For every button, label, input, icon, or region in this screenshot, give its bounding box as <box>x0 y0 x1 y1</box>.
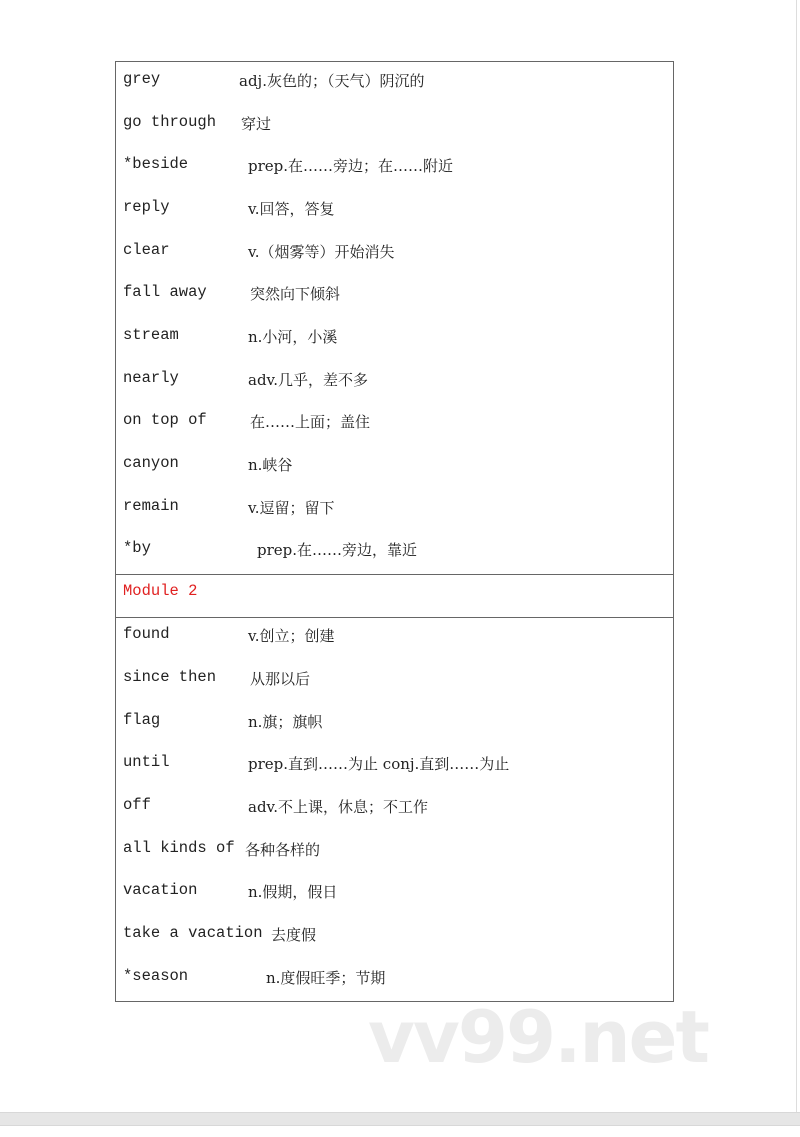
word: all kinds of <box>123 839 235 857</box>
definition: prep.在……旁边，靠近 <box>257 541 418 559</box>
definition: n.度假旺季；节期 <box>266 969 386 987</box>
page-separator-band <box>0 1112 800 1126</box>
definition: 从那以后 <box>250 670 311 688</box>
word: *by <box>123 539 151 557</box>
definition: v.逗留；留下 <box>248 499 335 517</box>
word: stream <box>123 326 179 344</box>
word: fall away <box>123 283 207 301</box>
word: canyon <box>123 454 179 472</box>
definition: 突然向下倾斜 <box>250 285 341 303</box>
word: clear <box>123 241 170 259</box>
word: nearly <box>123 369 179 387</box>
word: grey <box>123 70 161 88</box>
definition: v.（烟雾等）开始消失 <box>248 243 395 261</box>
word: until <box>123 753 170 771</box>
definition: n.假期，假日 <box>248 883 338 901</box>
definition: adv.几乎，差不多 <box>248 371 369 389</box>
definition: prep.在……旁边；在……附近 <box>248 157 454 175</box>
definition: 各种各样的 <box>245 841 321 859</box>
definition: v.创立；创建 <box>248 627 335 645</box>
word: flag <box>123 711 161 729</box>
definition: 穿过 <box>241 115 272 133</box>
word: *beside <box>123 155 189 173</box>
page-edge <box>796 0 797 1112</box>
definition: v.回答，答复 <box>248 200 335 218</box>
row-divider <box>116 574 673 575</box>
vocabulary-table <box>115 61 674 1002</box>
word: reply <box>123 198 170 216</box>
definition: prep.直到……为止 conj.直到……为止 <box>248 755 510 773</box>
definition: 在……上面；盖住 <box>250 413 371 431</box>
word: on top of <box>123 411 207 429</box>
word: *season <box>123 967 189 985</box>
definition: n.旗；旗帜 <box>248 713 323 731</box>
definition: n.小河，小溪 <box>248 328 338 346</box>
definition: n.峡谷 <box>248 456 293 474</box>
row-divider <box>116 617 673 618</box>
definition: adj.灰色的；（天气）阴沉的 <box>239 72 425 90</box>
word: take a vacation <box>123 924 263 942</box>
watermark: vv99.net <box>368 995 708 1079</box>
word: remain <box>123 497 179 515</box>
word: found <box>123 625 170 643</box>
module-heading: Module 2 <box>123 582 198 600</box>
definition: 去度假 <box>271 926 317 944</box>
word: since then <box>123 668 217 686</box>
definition: adv.不上课，休息；不工作 <box>248 798 429 816</box>
word: go through <box>123 113 217 131</box>
word: vacation <box>123 881 198 899</box>
word: off <box>123 796 151 814</box>
